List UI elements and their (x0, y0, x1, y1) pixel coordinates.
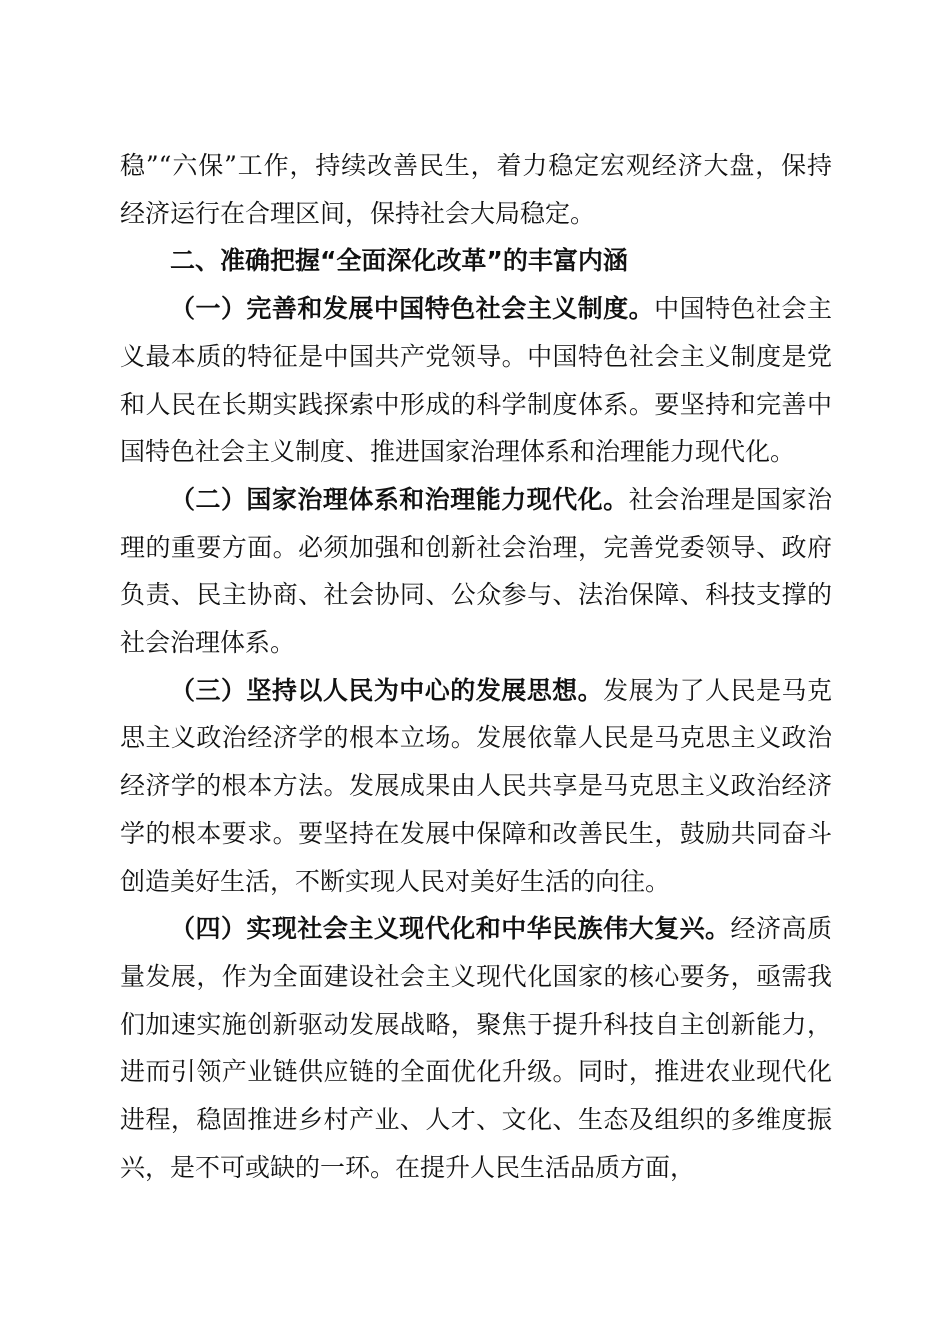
item-paragraph-4 (120, 905, 832, 1191)
item-lead-3: （三）坚持以人民为中心的发展思想。 (170, 675, 604, 705)
section-heading: 二、准确把握“全面深化改革”的丰富内涵 (170, 246, 628, 276)
item-body-1: 中国特色社会主义最本质的特征是中国共产党领导。中国特色社会主义制度是党和人民在长期实践探索中形成的科学制度体系。要坚持和完善中国特色社会主义制度、推进国家治理体系和治理能力现代化。 (120, 294, 832, 467)
continuation-paragraph: 稳”“六保”工作，持续改善民生，着力稳定宏观经济大盘，保持经济运行在合理区间，保持社会大局稳定。 (120, 151, 832, 228)
document-page (120, 142, 832, 1191)
item-paragraph-2 (120, 476, 832, 667)
item-body-4: 经济高质量发展，作为全面建设社会主义现代化国家的核心要务，亟需我们加速实施创新驱动发展战略，聚焦于提升科技自主创新能力，进而引领产业链供应链的全面优化升级。同时，推进农业现代化进程，稳固推进乡村产业、人才、文化、生态及组织的多维度振兴，是不可或缺的一环。在提升人民生活品质方面， (120, 914, 832, 1182)
item-paragraph-3 (120, 667, 832, 906)
item-body-3: 发展为了人民是马克思主义政治经济学的根本立场。发展依靠人民是马克思主义政治经济学的根本方法。发展成果由人民共享是马克思主义政治经济学的根本要求。要坚持在发展中保障和改善民生，鼓励共同奋斗创造美好生活，不断实现人民对美好生活的向往。 (120, 675, 832, 896)
item-lead-2: （二）国家治理体系和治理能力现代化。 (170, 484, 629, 514)
item-paragraph-1 (120, 285, 832, 476)
item-body-2: 社会治理是国家治理的重要方面。必须加强和创新社会治理，完善党委领导、政府负责、民主协商、社会协同、公众参与、法治保障、科技支撑的社会治理体系。 (120, 484, 832, 658)
item-lead-1: （一）完善和发展中国特色社会主义制度。 (170, 294, 655, 324)
item-lead-4: （四）实现社会主义现代化和中华民族伟大复兴。 (170, 914, 731, 944)
